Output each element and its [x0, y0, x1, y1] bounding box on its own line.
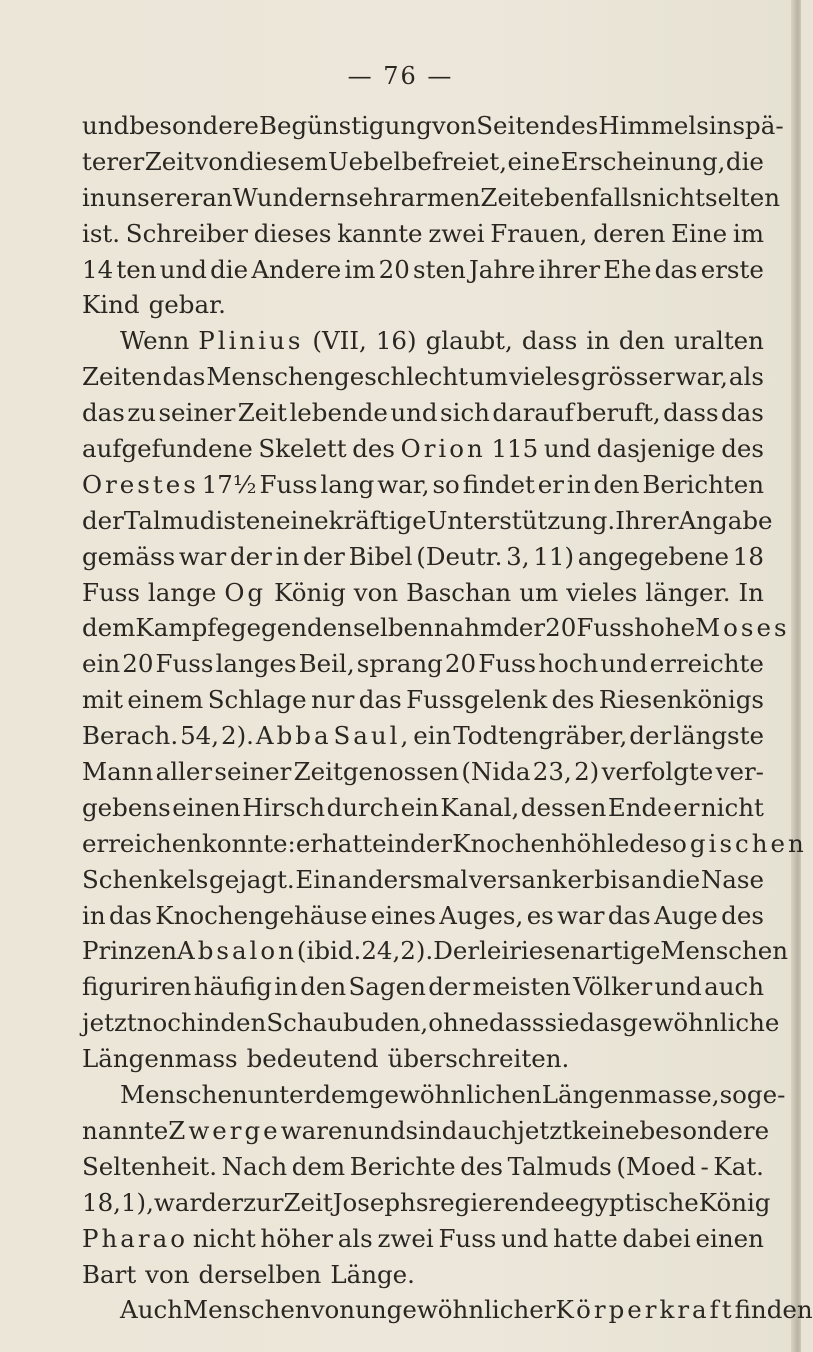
- text-line: gemäss war der in der Bibel (Deutr. 3, 11) angegebene 18: [82, 541, 764, 571]
- text-line: jetzt noch in den Schaubuden, ohne dass sie das gewöhnliche: [82, 1008, 780, 1038]
- text-line: 14 ten und die Andere im 20 sten Jahre ihrer Ehe das erste: [82, 254, 764, 284]
- text-line: in das Knochengehäuse eines Auges, es war das Auge des: [82, 900, 764, 930]
- text-line: figuriren häufig in den Sagen der meisten Völker und auch: [82, 972, 764, 1002]
- text-line: Prinzen Absalon (ibid. 24, 2). Derlei riesenartige Menschen: [82, 936, 789, 966]
- text-line: in unserer an Wundern sehr armen Zeit ebenfalls nicht selten: [82, 182, 781, 212]
- text-line: Zeiten das Menschengeschlecht um vieles grösser war, als: [82, 362, 764, 392]
- text-line: Wenn Plinius (VII, 16) glaubt, dass in den uralten: [120, 326, 764, 356]
- text-line: mit einem Schlage nur das Fussgelenk des Riesenkönigs: [82, 685, 764, 715]
- text-line: terer Zeit von diesem Uebel befreiet, eine Erscheinung, die: [82, 146, 764, 176]
- text-line: Auch Menschen von ungewöhnlicher Körperkraft finden: [120, 1295, 813, 1325]
- text-line: dem Kampfe gegen denselben nahm der 20 Fuss hohe Moses: [82, 613, 790, 643]
- text-line: Schenkels gejagt. Ein andersmal versank er bis an die Nase: [82, 864, 764, 894]
- text-line: 18, 1), war der zur Zeit Josephs regierende egyptische König: [82, 1187, 771, 1217]
- text-line: Mann aller seiner Zeitgenossen (Nida 23, 2) verfolgte ver-: [82, 757, 764, 787]
- page-number: — 76 —: [347, 62, 454, 90]
- text-line: Orestes 17½ Fuss lang war, so findet er in den Berichten: [82, 469, 764, 499]
- text-line: Pharao nicht höher als zwei Fuss und hatte dabei einen: [82, 1223, 764, 1253]
- text-line: Bart von derselben Länge.: [82, 1259, 415, 1289]
- text-line: aufgefundene Skelett des Orion 115 und dasjenige des: [82, 434, 764, 464]
- text-line: Längenmass bedeutend überschreiten.: [82, 1044, 570, 1074]
- text-line: der Talmudisten eine kräftige Unterstützung. Ihrer Angabe: [82, 505, 773, 535]
- text-line: Fuss lange Og König von Baschan um vieles länger. In: [82, 577, 764, 607]
- page-edge-shadow: [791, 0, 801, 1352]
- text-line: Seltenheit. Nach dem Berichte des Talmuds (Moed - Kat.: [82, 1151, 764, 1181]
- text-line: Menschen unter dem gewöhnlichen Längenmasse, soge-: [120, 1080, 786, 1110]
- text-line: Kind gebar.: [82, 290, 226, 320]
- text-line: ein 20 Fuss langes Beil, sprang 20 Fuss hoch und erreichte: [82, 649, 764, 679]
- text-line: nannte Zwerge waren und sind auch jetzt keine besondere: [82, 1115, 770, 1145]
- text-line: das zu seiner Zeit lebende und sich darauf beruft, dass das: [82, 398, 764, 428]
- text-line: erreichen konnte: er hatte in der Knochenhöhle des ogischen: [82, 828, 807, 858]
- body-text: [82, 108, 813, 1328]
- text-line: ist. Schreiber dieses kannte zwei Frauen, deren Eine im: [82, 218, 764, 248]
- text-line: und besondere Begünstigung von Seiten des Himmels in spä-: [82, 111, 784, 140]
- text-line: gebens einen Hirsch durch ein Kanal, dessen Ende er nicht: [82, 792, 764, 822]
- text-line: Berach. 54, 2). Abba Saul, ein Todtengräber, der längste: [82, 721, 764, 751]
